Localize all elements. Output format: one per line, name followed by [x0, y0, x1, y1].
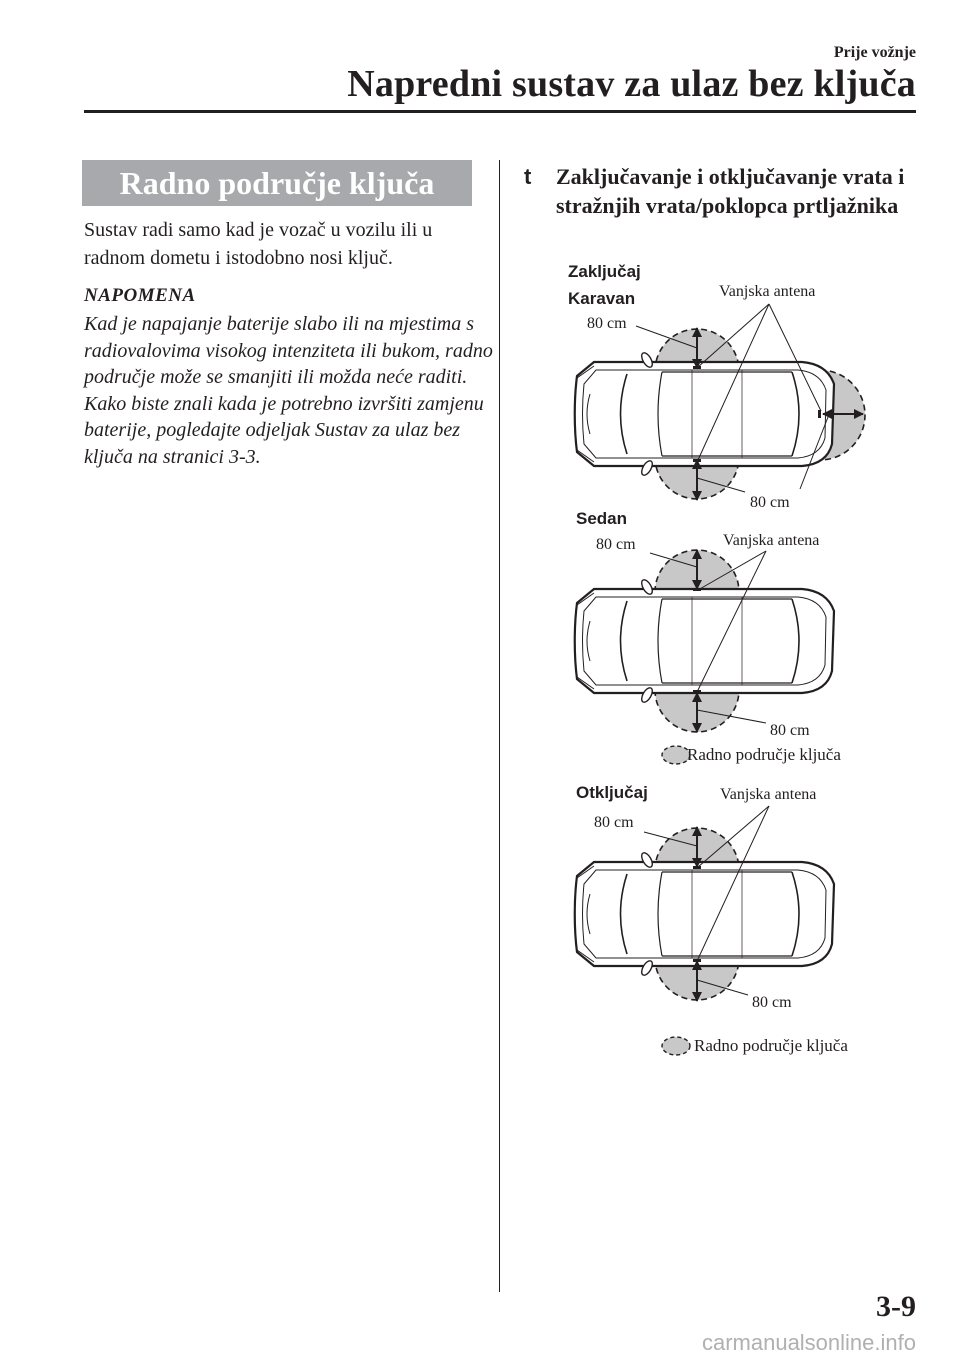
- watermark: carmanualsonline.info: [701, 1330, 916, 1355]
- page-number: 3-9: [876, 1290, 916, 1323]
- section-label: Prije vožnje: [833, 44, 916, 61]
- sedan-label: Sedan: [576, 509, 628, 528]
- distance-callout: 80 cm: [752, 994, 792, 1011]
- unlock-label: Otključaj: [576, 783, 648, 802]
- subsection-heading: Zaključavanje i otključavanje vrata i stražnjih vrata/poklopca prtljažnika: [556, 164, 905, 218]
- distance-callout: 80 cm: [770, 722, 810, 739]
- distance-callout: 80 cm: [587, 315, 627, 332]
- note-body: Kad je napajanje baterije slabo ili na mjestima s radiovalovima visokog intenziteta ili bukom, radno područje može se smanjiti ili možda neće raditi. Kako biste znali kada je potrebno izvršiti zamjenu baterije, pogledajte odjeljak Sustav za ulaz bez ključa na stranici 3-3.: [84, 313, 493, 468]
- bullet-marker: t: [524, 164, 532, 189]
- distance-callout: 80 cm: [750, 494, 790, 511]
- lock-label: Zaključaj: [568, 262, 641, 281]
- page-title: Napredni sustav za ulaz bez ključa: [347, 63, 916, 105]
- wagon-diagram: [575, 304, 865, 500]
- antenna-callout: Vanjska antena: [720, 786, 817, 803]
- antenna-callout: Vanjska antena: [723, 532, 820, 549]
- legend-label: Radno područje ključa: [694, 1036, 848, 1055]
- section-banner: Radno područje ključa: [82, 160, 472, 206]
- legend-label: Radno područje ključa: [687, 745, 841, 764]
- unlock-diagram: [575, 806, 834, 1055]
- distance-callout: 80 cm: [594, 814, 634, 831]
- intro-paragraph: Sustav radi samo kad je vozač u vozilu ili u radnom dometu i istodobno nosi ključ.: [84, 219, 433, 269]
- antenna-callout: Vanjska antena: [719, 283, 816, 300]
- wagon-label: Karavan: [568, 289, 636, 308]
- note-heading: NAPOMENA: [84, 285, 196, 306]
- distance-callout: 80 cm: [596, 536, 636, 553]
